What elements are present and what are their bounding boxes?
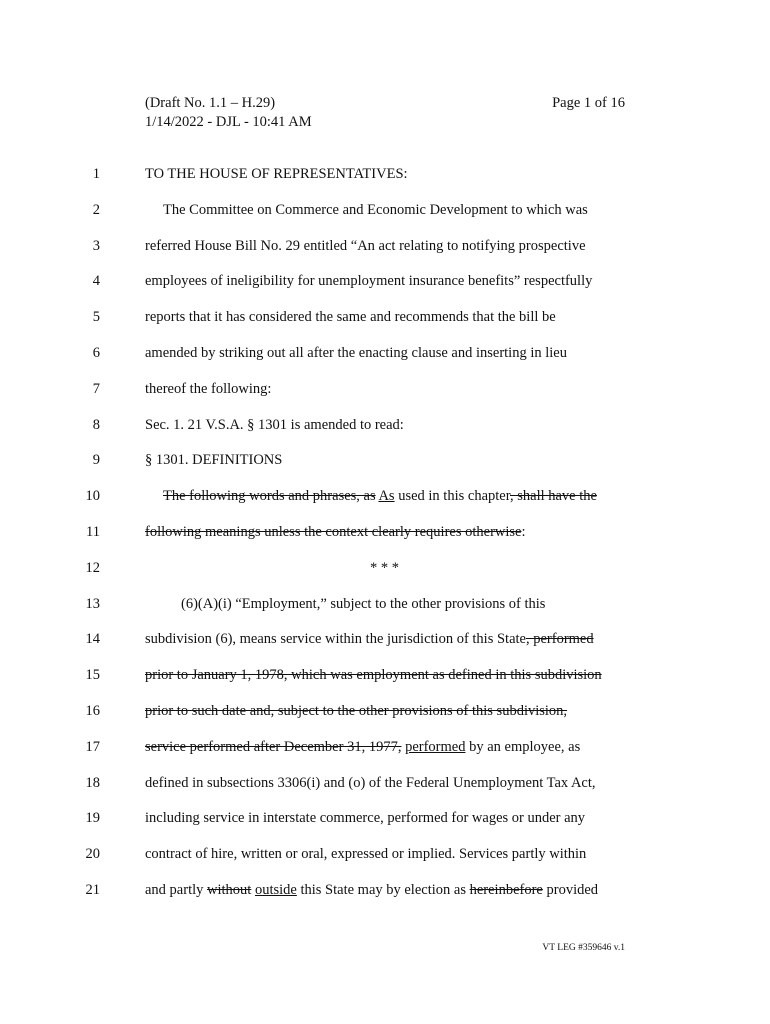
text-segment: provided (542, 882, 599, 898)
line-text (145, 882, 598, 899)
line-text (145, 381, 271, 398)
page-number: Page 1 of 16 (552, 95, 625, 111)
line-number: 19 (85, 810, 100, 827)
text-segment: employees of ineligibility for unemployment insurance benefits” respectfully (145, 273, 593, 290)
bill-line (0, 488, 770, 514)
text-segment: (6)(A)(i) “Employment,” subject to the other provisions of this (181, 595, 546, 612)
text-segment: subdivision (6), means service within the jurisdiction of this State (145, 631, 526, 648)
line-text (370, 560, 399, 577)
line-number: 4 (92, 273, 100, 290)
line-text (163, 202, 588, 219)
bill-line (0, 703, 770, 729)
bill-line (0, 596, 770, 622)
line-number: 13 (85, 595, 100, 612)
line-number: 20 (85, 846, 100, 863)
line-text (145, 775, 596, 792)
document-id-footer: VT LEG #359646 v.1 (542, 943, 625, 953)
line-number: 14 (85, 631, 100, 648)
text-segment: used in this chapter (394, 488, 510, 505)
deleted-text: prior to January 1, 1978, which was employment as defined in this subdivision (145, 667, 602, 684)
line-number: 3 (92, 237, 100, 254)
line-number: 2 (92, 201, 100, 218)
line-text (145, 417, 404, 434)
text-segment: thereof the following: (145, 380, 272, 397)
bill-line (0, 846, 770, 872)
bill-line (0, 524, 770, 550)
bill-line (0, 810, 770, 836)
bill-line (0, 417, 770, 443)
line-number: 21 (85, 882, 100, 898)
line-text (145, 452, 282, 469)
deleted-text: , shall have the (509, 488, 597, 505)
bill-line (0, 560, 770, 586)
text-segment: contract of hire, written or oral, expressed or implied. Services partly within (145, 846, 587, 863)
line-number: 10 (85, 488, 100, 505)
draft-number: (Draft No. 1.1 – H.29) (145, 95, 276, 111)
line-text (145, 739, 580, 756)
text-segment: referred House Bill No. 29 entitled “An act relating to notifying prospective (145, 237, 586, 254)
deleted-text: following meanings unless the context clearly requires otherwise (145, 524, 522, 540)
deleted-text: prior to such date and, subject to the other provisions of this subdivision, (145, 703, 568, 719)
text-segment: TO THE HOUSE OF REPRESENTATIVES: (145, 166, 408, 182)
text-segment: amended by striking out all after the enacting clause and inserting in lieu (145, 345, 567, 361)
deleted-text: , performed (525, 631, 594, 648)
bill-line (0, 273, 770, 299)
text-segment: Sec. 1. 21 V.S.A. § 1301 is amended to read: (145, 416, 404, 433)
line-text (145, 345, 567, 362)
line-text (145, 631, 594, 648)
text-segment: including service in interstate commerce, performed for wages or under any (145, 810, 586, 827)
inserted-text: outside (254, 882, 297, 898)
line-number: 1 (92, 166, 100, 182)
line-text (145, 846, 586, 863)
line-text (145, 524, 526, 541)
line-number: 7 (92, 380, 100, 397)
bill-line (0, 381, 770, 407)
line-text (145, 166, 408, 183)
text-segment: § 1301. DEFINITIONS (145, 452, 283, 469)
line-text (145, 667, 602, 684)
line-text (145, 810, 585, 827)
line-number: 8 (92, 416, 100, 433)
line-text (163, 488, 597, 505)
document-header-left (145, 94, 312, 132)
text-segment: : (521, 524, 526, 540)
bill-line (0, 631, 770, 657)
deleted-text: hereinbefore (469, 882, 543, 898)
line-text (145, 703, 567, 720)
text-segment: this State may by election as (296, 882, 470, 898)
line-number: 15 (85, 667, 100, 684)
bill-line (0, 452, 770, 478)
text-segment: The Committee on Commerce and Economic Development to which was (163, 201, 588, 218)
line-number: 9 (92, 452, 100, 469)
bill-line (0, 667, 770, 693)
text-segment: reports that it has considered the same and recommends that the bill be (145, 309, 556, 326)
deleted-text: without (207, 882, 252, 898)
bill-line (0, 882, 770, 908)
deleted-text: The following words and phrases, as (163, 488, 376, 505)
bill-line (0, 775, 770, 801)
line-number: 11 (86, 524, 100, 540)
bill-line (0, 309, 770, 335)
text-segment: defined in subsections 3306(i) and (o) of the Federal Unemployment Tax Act, (145, 774, 596, 791)
line-text (181, 596, 545, 613)
text-segment: and partly (145, 882, 208, 898)
text-segment: * * * (370, 559, 399, 576)
bill-line (0, 238, 770, 264)
bill-line (0, 166, 770, 192)
bill-line (0, 202, 770, 228)
line-number: 6 (92, 345, 100, 361)
bill-line (0, 739, 770, 765)
inserted-text: performed (405, 738, 466, 755)
line-number: 18 (85, 774, 100, 791)
deleted-text: service performed after December 31, 1977, (145, 738, 402, 755)
line-text (145, 273, 592, 290)
line-number: 16 (85, 703, 100, 719)
line-text (145, 238, 586, 255)
line-number: 12 (85, 559, 100, 576)
text-segment: by an employee, as (465, 738, 581, 755)
line-text (145, 309, 556, 326)
inserted-text: As (378, 488, 395, 505)
bill-line (0, 345, 770, 371)
draft-date: 1/14/2022 - DJL - 10:41 AM (145, 114, 312, 130)
line-number: 5 (92, 309, 100, 326)
line-number: 17 (85, 738, 100, 755)
